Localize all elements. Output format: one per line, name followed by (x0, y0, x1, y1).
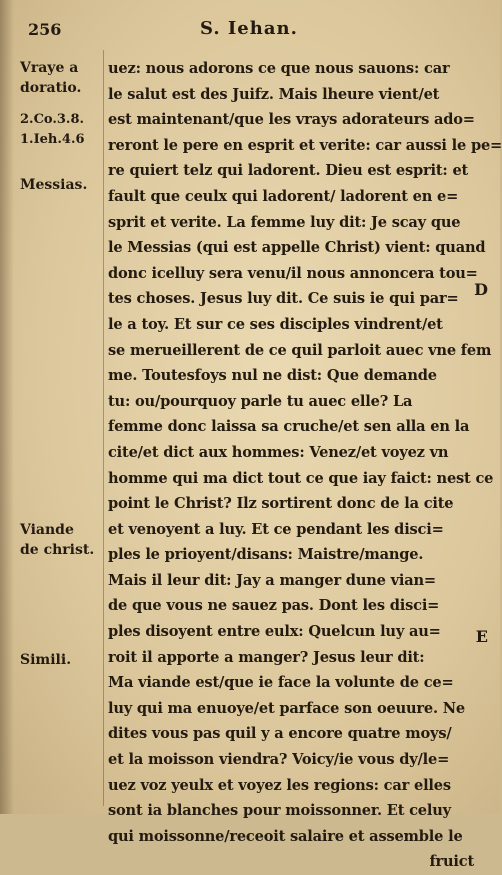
text-line: uez: nous adorons ce que nous sauons: car (108, 60, 450, 77)
text-line: fault que ceulx qui ladorent/ ladorent en e= (108, 187, 459, 205)
text-line: et venoyent a luy. Et ce pendant les disci= (108, 520, 444, 538)
margin-note-line: doratio. (20, 80, 82, 96)
text-line: femme donc laissa sa cruche/et sen alla en la (108, 418, 470, 436)
margin-note-line: de christ. (20, 542, 95, 558)
margin-note-messias (20, 175, 105, 195)
text-line: homme qui ma dict tout ce que iay faict: nest ce (108, 469, 494, 487)
text-line: le a toy. Et sur ce ses disciples vindrent/et (108, 315, 443, 333)
text-line: tu: ou/pourquoy parle tu auec elle? La (108, 392, 413, 410)
text-line: sont ia blanches pour moissonner. Et celuy (108, 802, 451, 820)
margin-note-line: Vraye a (20, 60, 79, 76)
text-line: qui moissonne/receoit salaire et assemble le (108, 827, 463, 845)
margin-rule (103, 50, 104, 806)
text-line: Ma viande est/que ie face la volunte de ce= (108, 674, 454, 692)
section-letter-e: E (475, 627, 488, 646)
text-line: le Messias (qui est appelle Christ) vient: quand (108, 239, 486, 257)
text-line: cite/et dict aux hommes: Venez/et voyez vn (108, 443, 449, 461)
body-text (108, 56, 502, 875)
margin-note-simili (20, 650, 105, 670)
section-letter-d: D (474, 280, 488, 299)
margin-note-line: Viande (20, 522, 74, 538)
text-line: ples le prioyent/disans: Maistre/mange. (108, 546, 424, 564)
text-line: dites vous pas quil y a encore quatre moys/ (108, 725, 452, 743)
page-header (0, 14, 500, 44)
text-line: se merueillerent de ce quil parloit auec vne fem (108, 341, 492, 359)
gutter-shadow (0, 0, 14, 814)
text-line: le salut est des Juifz. Mais lheure vient/et (108, 85, 440, 103)
margin-note-references (20, 110, 105, 150)
text-line: est maintenant/que les vrays adorateurs ado= (108, 111, 475, 129)
text-line: luy qui ma enuoye/et parface son oeuure. Ne (108, 699, 465, 717)
running-title: S. Iehan. (200, 18, 298, 39)
text-line: me. Toutesfoys nul ne dist: Que demande (108, 367, 437, 385)
text-line: sprit et verite. La femme luy dit: Je scay que (108, 213, 461, 231)
margin-note-true-adoration (20, 58, 105, 98)
text-line: Mais il leur dit: Jay a manger dune vian= (108, 571, 436, 589)
folio-number: 256 (28, 20, 62, 39)
margin-note-line: 1.Ieh.4.6 (20, 132, 85, 147)
text-line: et la moisson viendra? Voicy/ie vous dy/le= (108, 751, 450, 769)
text-line: ples disoyent entre eulx: Quelcun luy au= (108, 623, 441, 641)
text-line: roit il apporte a manger? Jesus leur dit: (108, 648, 425, 666)
text-line: uez voz yeulx et voyez les regions: car elles (108, 776, 451, 794)
text-line: reront le pere en esprit et verite: car aussi le pe= (108, 136, 502, 154)
text-line: donc icelluy sera venu/il nous annoncera tou= (108, 264, 478, 282)
text-line: tes choses. Jesus luy dit. Ce suis ie qui par= (108, 290, 459, 308)
margin-note-line: Messias. (20, 177, 88, 193)
margin-note-line: Simili. (20, 652, 72, 668)
text-line: re quiert telz qui ladorent. Dieu est esprit: et (108, 162, 469, 180)
margin-note-line: 2.Co.3.8. (20, 112, 85, 127)
text-line: de que vous ne sauez pas. Dont les disci= (108, 597, 440, 615)
text-line: point le Christ? Ilz sortirent donc de la cite (108, 495, 454, 513)
margin-note-viande (20, 520, 105, 560)
catchword: fruict (429, 853, 474, 871)
